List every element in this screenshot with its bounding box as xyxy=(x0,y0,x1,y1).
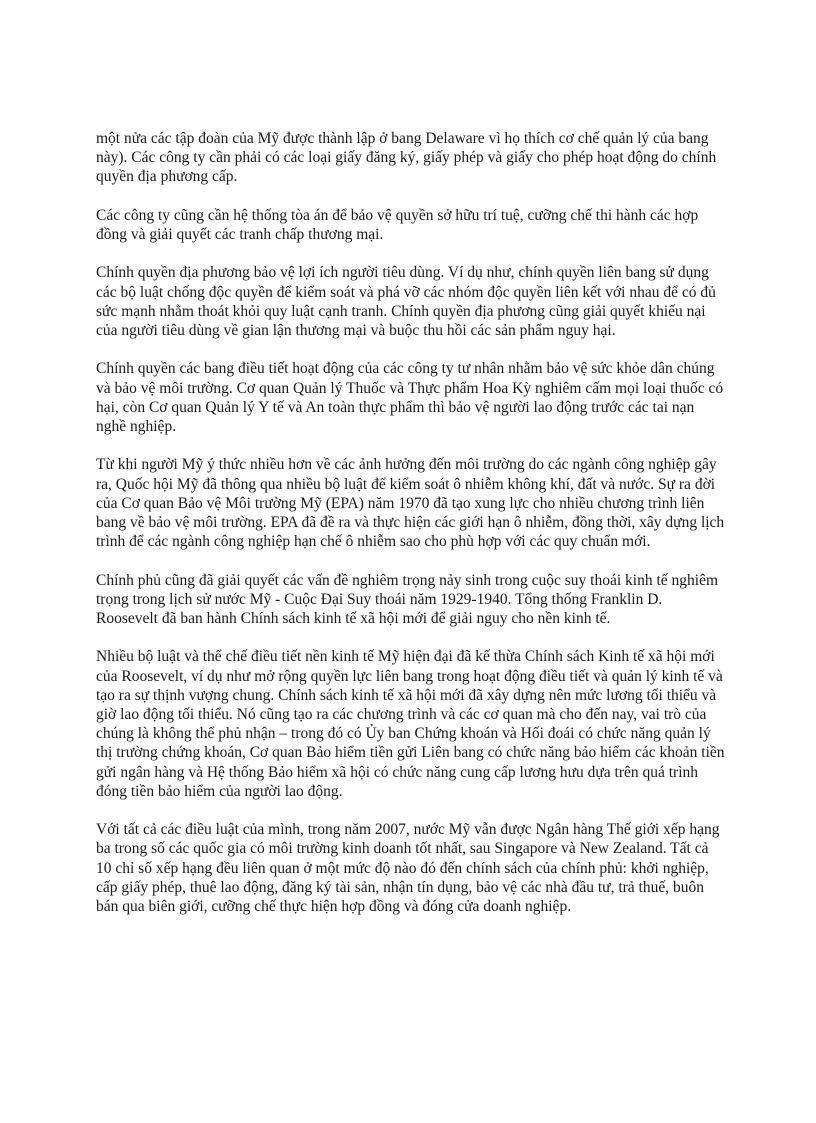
paragraph: Chính quyền địa phương bảo vệ lợi ích người tiêu dùng. Ví dụ như, chính quyền liên bang sử dụng các bộ luật chống độc quyền để kiểm soát và phá vỡ các nhóm độc quyền liên kết với nhau để có đủ sức mạnh nhằm thoát khỏi quy luật cạnh tranh. Chính quyền địa phương cũng giải quyết khiếu nại của người tiêu dùng về gian lận thương mại và buộc thu hồi các sản phẩm nguy hại. xyxy=(96,264,716,339)
paragraph: một nửa các tập đoàn của Mỹ được thành lập ở bang Delaware vì họ thích cơ chế quản lý của bang này). Các công ty cần phải có các loại giấy đăng ký, giấy phép và giấy cho phép hoạt động do chính quyền địa phương cấp. xyxy=(96,130,717,186)
paragraph: Chính quyền các bang điều tiết hoạt động của các công ty tư nhân nhằm bảo vệ sức khỏe dân chúng và bảo vệ môi trường. Cơ quan Quản lý Thuốc và Thực phẩm Hoa Kỳ nghiêm cấm mọi loại thuốc có hại, còn Cơ quan Quản lý Y tế và An toàn thực phẩm thì bảo vệ người lao động trước các tai nạn nghề nghiệp. xyxy=(96,360,724,435)
paragraph: Từ khi người Mỹ ý thức nhiều hơn về các ảnh hưởng đến môi trường do các ngành công nghiệp gây ra, Quốc hội Mỹ đã thông qua nhiều bộ luật để kiểm soát ô nhiễm không khí, đất và nước. Sự ra đời của Cơ quan Bảo vệ Môi trường Mỹ (EPA) năm 1970 đã tạo xung lực cho nhiều chương trình liên bang về bảo vệ môi trường. EPA đã đề ra và thực hiện các giới hạn ô nhiễm, đồng thời, xây dựng lịch trình để các ngành công nghiệp hạn chế ô nhiễm sao cho phù hợp với các quy chuẩn mới. xyxy=(96,456,725,551)
paragraph: Với tất cả các điều luật của mình, trong năm 2007, nước Mỹ vẫn được Ngân hàng Thế giới xếp hạng ba trong số các quốc gia có môi trường kinh doanh tốt nhất, sau Singapore và New Zealand. Tất cả 10 chỉ số xếp hạng đều liên quan ở một mức độ nào đó đến chính sách của chính phủ: khởi nghiệp, cấp giấy phép, thuê lao động, đăng ký tài sản, nhận tín dụng, bảo vệ các nhà đầu tư, trả thuế, buôn bán qua biên giới, cưỡng chế thực hiện hợp đồng và đóng cửa doanh nghiệp. xyxy=(96,821,720,916)
document-page xyxy=(96,129,726,935)
paragraph: Chính phủ cũng đã giải quyết các vấn đề nghiêm trọng nảy sinh trong cuộc suy thoái kinh tế nghiêm trọng trong lịch sử nước Mỹ - Cuộc Đại Suy thoái năm 1929-1940. Tổng thống Franklin D. Roosevelt đã ban hành Chính sách kinh tế xã hội mới để giải nguy cho nền kinh tế. xyxy=(96,571,719,627)
paragraph: Nhiều bộ luật và thể chế điều tiết nền kinh tế Mỹ hiện đại đã kế thừa Chính sách Kinh tế xã hội mới của Roosevelt, ví dụ như mở rộng quyền lực liên bang trong hoạt động điều tiết và quản lý kinh tế và tạo ra sự thịnh vượng chung. Chính sách kinh tế xã hội mới đã xây dựng nên mức lương tối thiểu và giờ lao động tối thiểu. Nó cũng tạo ra các chương trình và các cơ quan mà cho đến nay, vai trò của chúng là không thể phủ nhận – trong đó có Ủy ban Chứng khoán và Hối đoái có chức năng quản lý thị trường chứng khoán, Cơ quan Bảo hiểm tiền gửi Liên bang có chức năng bảo hiểm các khoản tiền gửi ngân hàng và Hệ thống Bảo hiểm xã hội có chức năng cung cấp lương hưu dựa trên quá trình đóng tiền bảo hiểm của người lao động. xyxy=(96,648,725,800)
paragraph: Các công ty cũng cần hệ thống tòa án để bảo vệ quyền sở hữu trí tuệ, cưỡng chế thi hành các hợp đồng và giải quyết các tranh chấp thương mại. xyxy=(96,206,699,243)
